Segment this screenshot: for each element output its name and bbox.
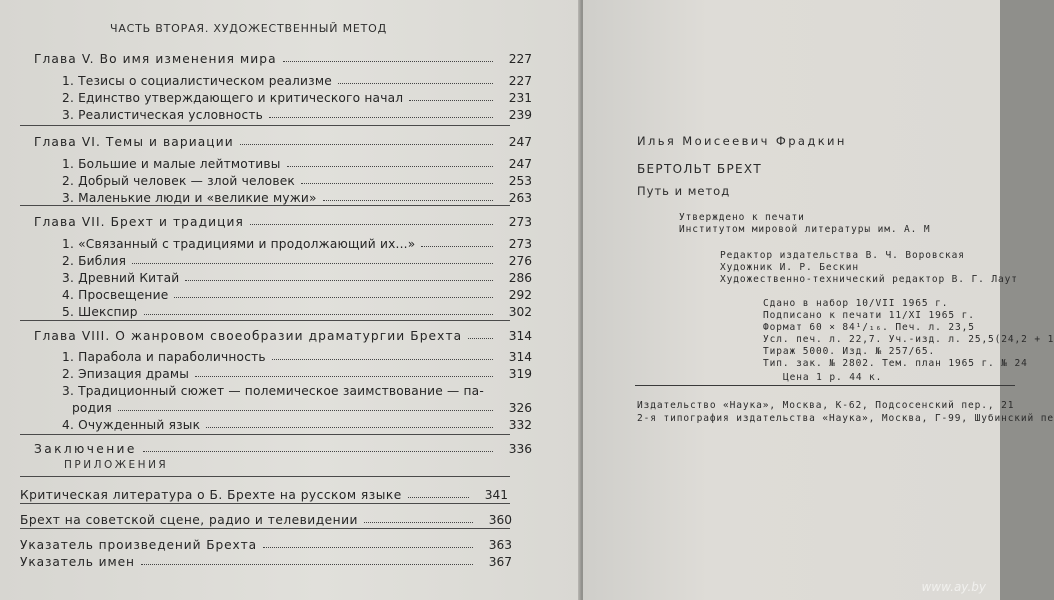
divider (20, 503, 510, 504)
toc-row (62, 187, 532, 205)
leader-dots (269, 117, 493, 118)
leader-dots (174, 297, 493, 298)
toc-row (62, 267, 532, 285)
toc-title: 4. Очужденный язык (62, 418, 201, 432)
toc-title: 1. Парабола и параболичность (62, 350, 266, 364)
toc-row (62, 380, 532, 398)
toc-title: Заключение (34, 442, 137, 456)
toc-page: 276 (508, 254, 532, 268)
toc-title: 1. «Связанный с традициями и продолжающий их...» (62, 237, 416, 251)
toc-page: 247 (508, 135, 532, 149)
leader-dots (240, 144, 493, 145)
toc-page: 332 (508, 418, 532, 432)
print-data-line: Тираж 5000. Изд. № 257/65. (763, 346, 936, 357)
leader-dots (185, 280, 493, 281)
divider (20, 125, 510, 126)
toc-row (62, 87, 532, 105)
approval-line: Институтом мировой литературы им. А. М (679, 224, 931, 235)
approval-line: Утверждено к печати (679, 212, 805, 223)
divider (20, 205, 510, 206)
toc-row (62, 284, 532, 302)
leader-dots (250, 224, 493, 225)
leader-dots (408, 497, 469, 498)
toc-title: Критическая литература о Б. Брехте на русском языке (20, 488, 402, 502)
toc-page: 273 (508, 215, 532, 229)
toc-title: 1. Тезисы о социалистическом реализме (62, 74, 332, 88)
editor-line: Художественно-технический редактор В. Г. Лаут (720, 274, 1018, 285)
divider (20, 528, 510, 529)
toc-page: 314 (508, 329, 532, 343)
toc-row (62, 414, 532, 432)
toc-page: 227 (508, 52, 532, 66)
toc-title: Указатель имен (20, 555, 135, 569)
toc-page: 341 (484, 488, 508, 502)
leader-dots (141, 564, 473, 565)
print-data-line: Усл. печ. л. 22,7. Уч.-изд. л. 25,5(24,2 + 1 (763, 334, 1054, 345)
toc-title: 2. Эпизация драмы (62, 367, 190, 381)
toc-page: 319 (508, 367, 532, 381)
leader-dots (338, 83, 493, 84)
toc-title: Глава VI. Темы и вариации (34, 135, 234, 149)
toc-page: 314 (508, 350, 532, 364)
right-page (583, 0, 1054, 600)
book-subtitle: Путь и метод (637, 184, 731, 198)
toc-row (62, 301, 532, 319)
toc-title: Указатель произведений Брехта (20, 538, 257, 552)
toc-row (62, 363, 532, 381)
leader-dots (272, 359, 493, 360)
toc-title: 2. Добрый человек — злой человек (62, 174, 295, 188)
print-data-line: Тип. зак. № 2802. Тем. план 1965 г. № 24 (763, 358, 1028, 369)
print-data-line: Сдано в набор 10/VII 1965 г. (763, 298, 949, 309)
toc-row (34, 131, 532, 149)
toc-page: 360 (488, 513, 512, 527)
toc-row (62, 233, 532, 251)
toc-row (62, 153, 532, 171)
leader-dots (301, 183, 493, 184)
editor-line: Редактор издательства В. Ч. Воровская (720, 250, 965, 261)
part-header: ЧАСТЬ ВТОРАЯ. ХУДОЖЕСТВЕННЫЙ МЕТОД (110, 22, 387, 35)
toc-page: 367 (488, 555, 512, 569)
publisher-line: Издательство «Наука», Москва, К-62, Подсосенский пер., 21 (637, 400, 1015, 411)
toc-page: 273 (508, 237, 532, 251)
leader-dots (421, 246, 493, 247)
divider (20, 434, 510, 435)
toc-title: 3. Традиционный сюжет — полемическое заимствование — па- (62, 384, 484, 398)
leader-dots (144, 314, 493, 315)
leader-dots (409, 100, 493, 101)
leader-dots (323, 200, 493, 201)
toc-title: Глава VII. Брехт и традиция (34, 215, 244, 229)
toc-page: 263 (508, 191, 532, 205)
toc-row (62, 170, 532, 188)
leader-dots (283, 61, 493, 62)
toc-page: 292 (508, 288, 532, 302)
toc-title: 3. Маленькие люди и «великие мужи» (62, 191, 317, 205)
toc-title: 2. Библия (62, 254, 127, 268)
leader-dots (468, 338, 493, 339)
divider (20, 476, 510, 477)
toc-page: 286 (508, 271, 532, 285)
toc-page: 247 (508, 157, 532, 171)
toc-row (34, 211, 532, 229)
toc-row (34, 438, 532, 456)
leader-dots (195, 376, 493, 377)
toc-row (72, 397, 532, 415)
watermark: www.ay.by (921, 580, 986, 594)
leader-dots (287, 166, 493, 167)
toc-row (62, 250, 532, 268)
toc-page: 227 (508, 74, 532, 88)
toc-row (20, 484, 508, 502)
editor-line: Художник И. Р. Бескин (720, 262, 860, 273)
print-data-line: Подписано к печати 11/XI 1965 г. (763, 310, 975, 321)
leader-dots (364, 522, 473, 523)
appendix-header: ПРИЛОЖЕНИЯ (64, 459, 169, 471)
toc-row (62, 70, 532, 88)
toc-row (20, 534, 512, 552)
toc-row (62, 104, 532, 122)
toc-page: 302 (508, 305, 532, 319)
toc-row (20, 509, 512, 527)
toc-title: родия (72, 401, 112, 415)
toc-title: 5. Шекспир (62, 305, 138, 319)
toc-title: Глава V. Во имя изменения мира (34, 52, 277, 66)
toc-page: 336 (508, 442, 532, 456)
divider (635, 385, 1015, 386)
leader-dots (132, 263, 493, 264)
print-data-line: Формат 60 × 84¹/₁₆. Печ. л. 23,5 (763, 322, 975, 333)
book-title: БЕРТОЛЬТ БРЕХТ (637, 162, 763, 176)
toc-page: 363 (488, 538, 512, 552)
toc-title: Брехт на советской сцене, радио и телевидении (20, 513, 358, 527)
toc-title: 2. Единство утверждающего и критического начал (62, 91, 404, 105)
toc-title: 4. Просвещение (62, 288, 169, 302)
toc-row (34, 48, 532, 66)
price: Цена 1 р. 44 к. (783, 372, 883, 383)
toc-title: 1. Большие и малые лейтмотивы (62, 157, 281, 171)
toc-row (34, 325, 532, 343)
toc-row (20, 551, 512, 569)
toc-page: 253 (508, 174, 532, 188)
leader-dots (143, 451, 493, 452)
toc-title: 3. Реалистическая условность (62, 108, 264, 122)
toc-page: 239 (508, 108, 532, 122)
leader-dots (118, 410, 493, 411)
toc-title: Глава VIII. О жанровом своеобразии драматургии Брехта (34, 329, 463, 343)
toc-page: 231 (508, 91, 532, 105)
publisher-line: 2-я типография издательства «Наука», Москва, Г-99, Шубинский пе (637, 413, 1054, 424)
leader-dots (206, 427, 493, 428)
divider (20, 320, 510, 321)
toc-page: 326 (508, 401, 532, 415)
toc-row (62, 346, 532, 364)
leader-dots (263, 547, 473, 548)
toc-title: 3. Древний Китай (62, 271, 180, 285)
author-name: Илья Моисеевич Фрадкин (637, 134, 847, 148)
